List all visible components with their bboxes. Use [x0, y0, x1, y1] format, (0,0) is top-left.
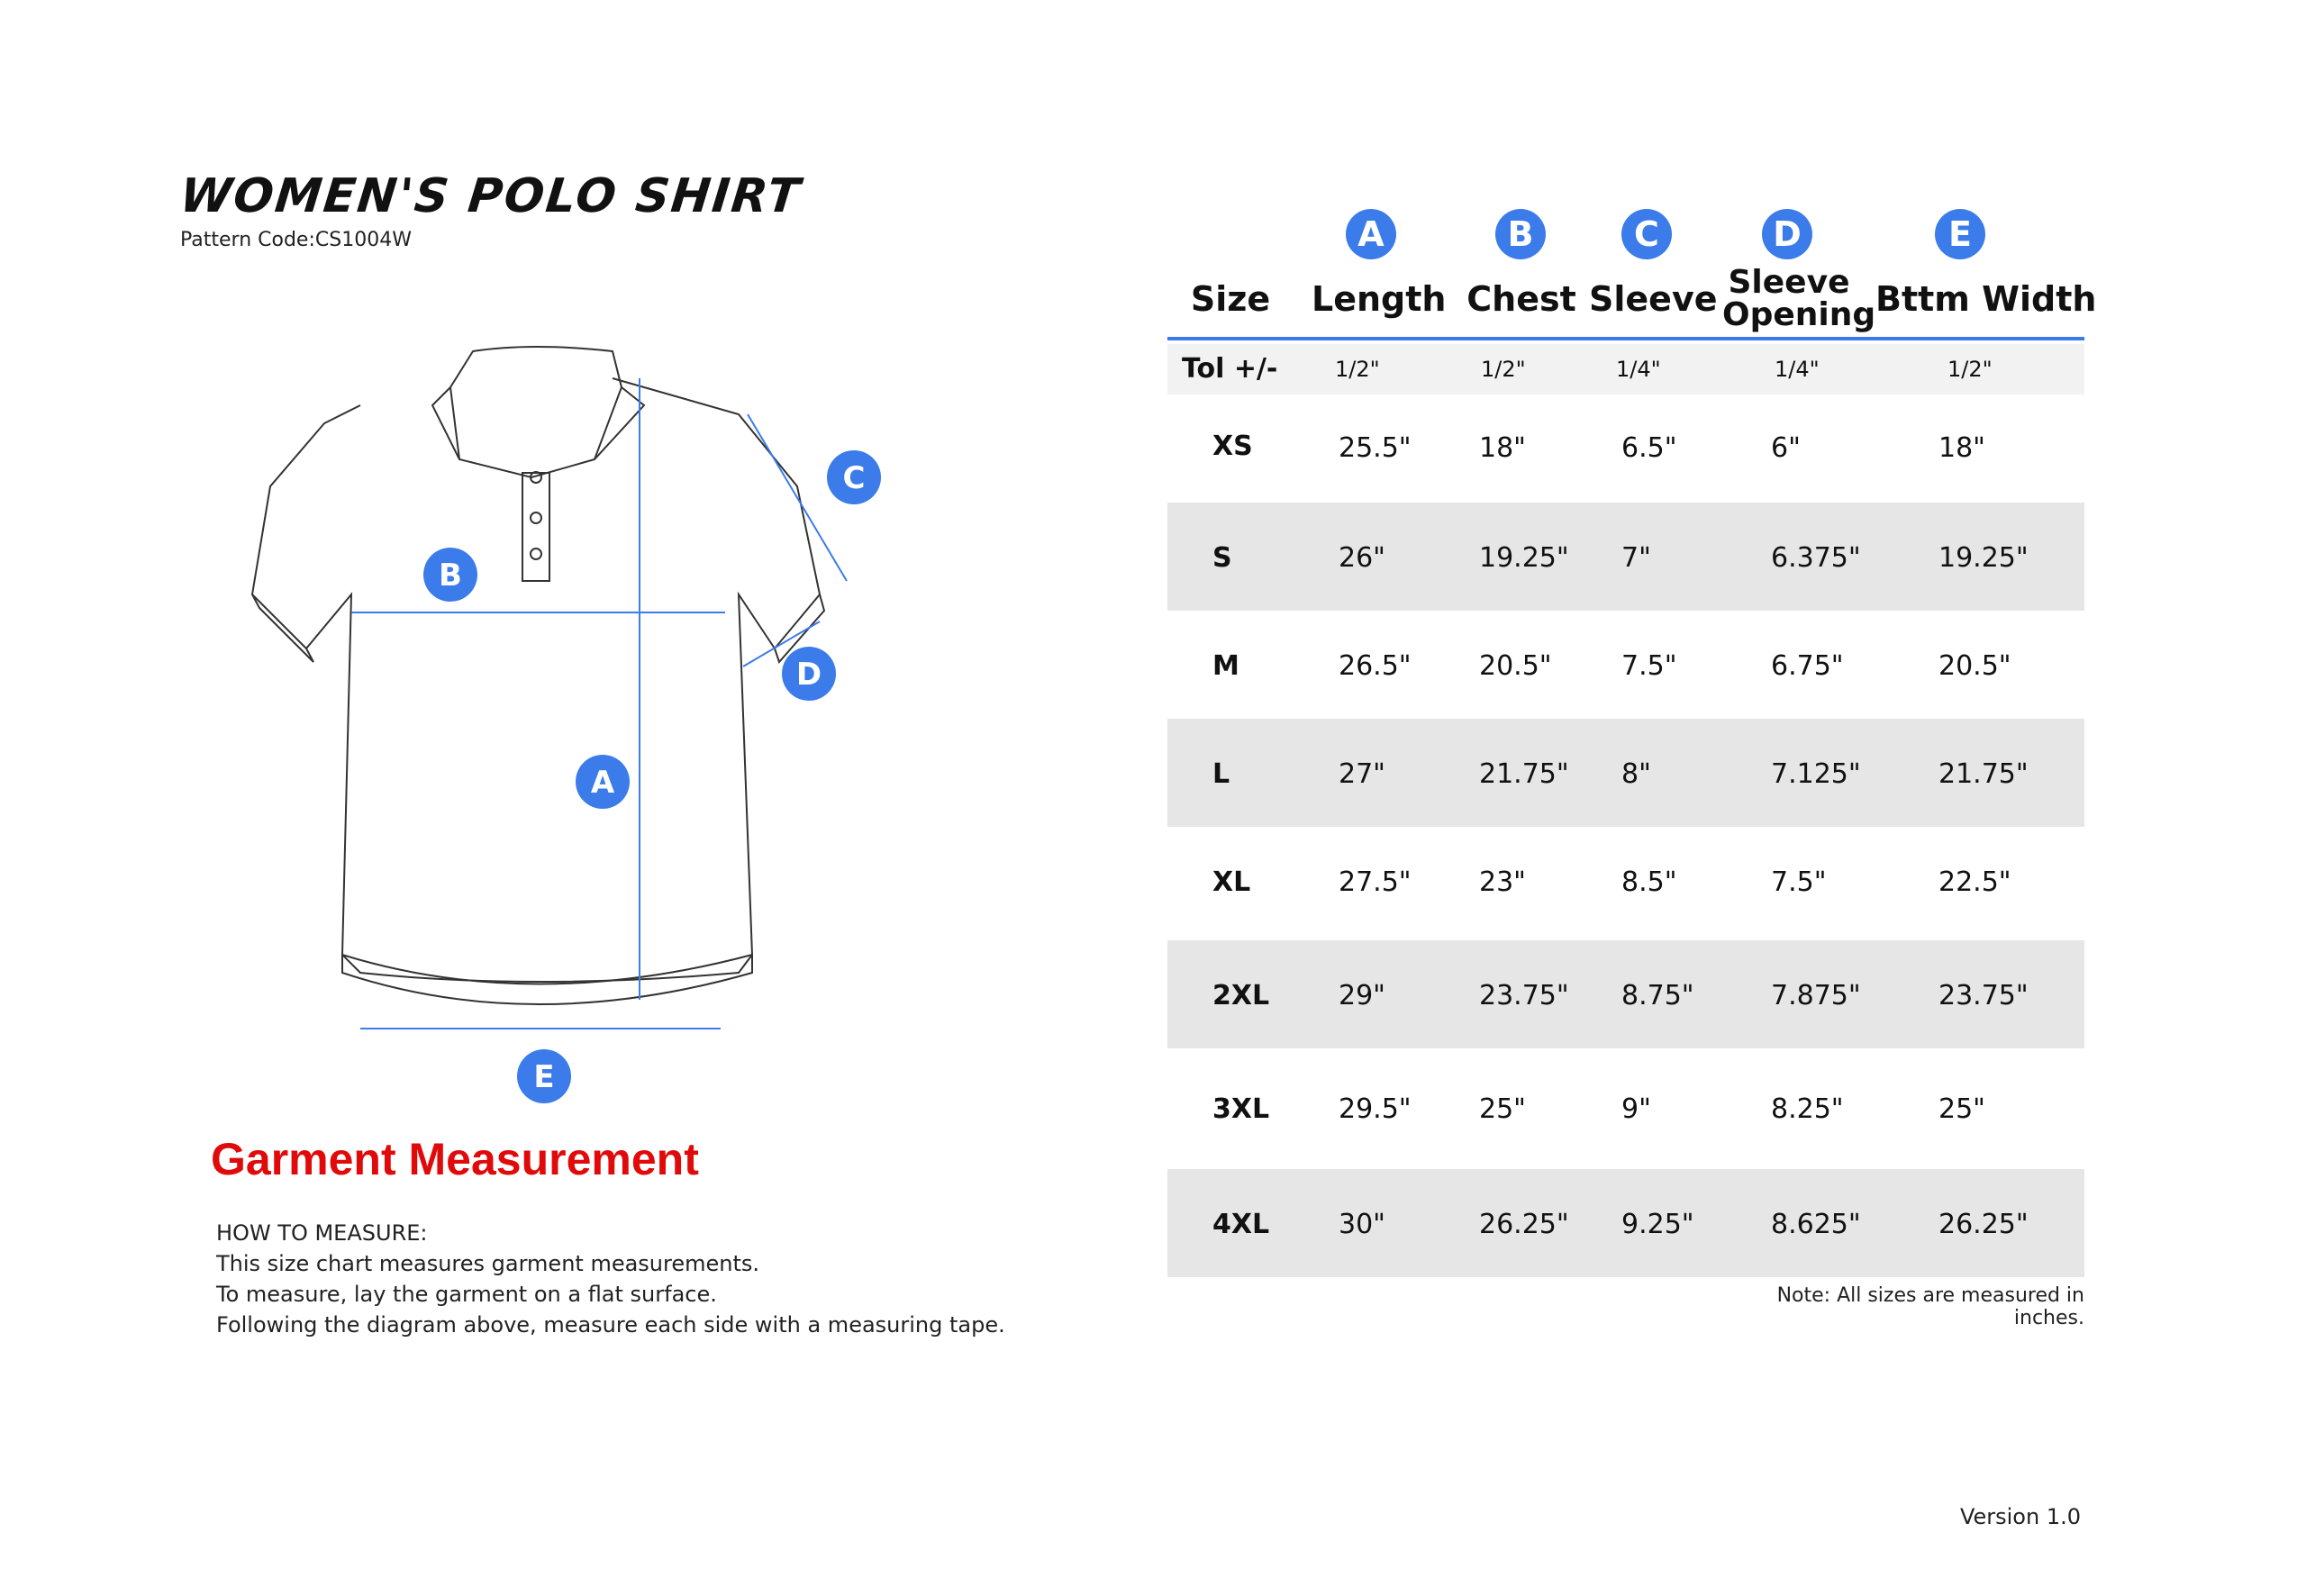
value-cell: 9.25"	[1621, 1209, 1694, 1240]
value-cell: 22.5"	[1938, 866, 2011, 898]
value-cell: 29"	[1339, 980, 1385, 1011]
value-cell: 7.875"	[1771, 980, 1861, 1011]
table-row	[1167, 940, 2084, 1048]
units-note: Note: All sizes are measured in inches.	[1776, 1284, 2084, 1329]
how-to-measure-text	[216, 1218, 1005, 1340]
header-underline	[1167, 337, 2084, 340]
value-cell: 21.75"	[1479, 758, 1569, 790]
marker-c-label: C	[842, 460, 866, 496]
tolerance-label: Tol +/-	[1182, 353, 1278, 385]
pattern-code: Pattern Code:CS1004W	[180, 229, 412, 251]
measurement-lines	[351, 378, 847, 1029]
value-cell: 8"	[1621, 758, 1651, 790]
polo-shirt-diagram	[234, 324, 901, 1117]
howto-line: This size chart measures garment measurements.	[216, 1251, 760, 1276]
table-row	[1167, 611, 2084, 719]
value-cell: 7.5"	[1621, 650, 1677, 682]
table-row	[1167, 503, 2084, 611]
value-cell: 26.25"	[1938, 1209, 2029, 1240]
value-cell: 25.5"	[1339, 432, 1412, 464]
howto-line: To measure, lay the garment on a flat surface.	[216, 1282, 717, 1307]
size-cell: L	[1212, 758, 1230, 790]
value-cell: 20.5"	[1938, 650, 2011, 682]
value-cell: 25"	[1479, 1093, 1526, 1125]
value-cell: 20.5"	[1479, 650, 1552, 682]
tolerance-row	[1167, 344, 2084, 394]
value-cell: 6"	[1771, 432, 1801, 464]
value-cell: 26.5"	[1339, 650, 1412, 682]
badge-d: D	[1762, 209, 1812, 259]
value-cell: 7"	[1621, 542, 1651, 574]
size-chart-table	[1167, 200, 2097, 1281]
value-cell: 18"	[1479, 432, 1526, 464]
value-cell: 6.75"	[1771, 650, 1844, 682]
value-cell: 8.5"	[1621, 866, 1677, 898]
col-header-length: Length	[1312, 279, 1447, 319]
value-cell: 23.75"	[1938, 980, 2029, 1011]
value-cell: 25"	[1938, 1093, 1985, 1125]
howto-line: Following the diagram above, measure each side with a measuring tape.	[216, 1312, 1005, 1338]
marker-d-label: D	[795, 657, 822, 693]
badge-a: A	[1346, 209, 1396, 259]
value-cell: 21.75"	[1938, 758, 2029, 790]
col-header-sleeve-opening-line1: Sleeve	[1728, 264, 1850, 301]
tolerance-cell: 1/4"	[1616, 357, 1661, 382]
tolerance-cell: 1/4"	[1775, 357, 1820, 382]
col-header-chest: Chest	[1466, 279, 1576, 319]
tolerance-cell: 1/2"	[1335, 357, 1380, 382]
table-row	[1167, 827, 2084, 940]
version-label: Version 1.0	[1959, 1504, 2081, 1529]
value-cell: 6.375"	[1771, 542, 1861, 574]
size-cell: 3XL	[1212, 1093, 1270, 1125]
marker-b-label: B	[439, 558, 462, 594]
table-row	[1167, 394, 2084, 503]
size-cell: XS	[1212, 431, 1253, 462]
page-title: WOMEN'S POLO SHIRT	[177, 169, 804, 223]
size-cell: S	[1212, 542, 1232, 574]
col-header-sleeve: Sleeve	[1589, 279, 1718, 319]
value-cell: 7.125"	[1771, 758, 1861, 790]
marker-badges	[423, 450, 881, 1103]
size-cell: 2XL	[1212, 980, 1270, 1011]
marker-a-label: A	[590, 765, 615, 801]
col-header-sleeve-opening-line2: Opening	[1722, 296, 1876, 333]
tolerance-cell: 1/2"	[1947, 357, 1993, 382]
value-cell: 19.25"	[1938, 542, 2029, 574]
value-cell: 29.5"	[1339, 1093, 1412, 1125]
size-cell: XL	[1212, 866, 1251, 898]
value-cell: 26"	[1339, 542, 1385, 574]
size-cell: M	[1212, 650, 1239, 682]
table-row	[1167, 1169, 2084, 1277]
value-cell: 8.75"	[1621, 980, 1694, 1011]
badge-e: E	[1935, 209, 1985, 259]
shirt-outline	[252, 347, 824, 1004]
value-cell: 19.25"	[1479, 542, 1569, 574]
value-cell: 30"	[1339, 1209, 1385, 1240]
col-header-size: Size	[1190, 279, 1271, 319]
value-cell: 18"	[1938, 432, 1985, 464]
table-row	[1167, 1048, 2084, 1169]
value-cell: 23"	[1479, 866, 1526, 898]
value-cell: 23.75"	[1479, 980, 1569, 1011]
value-cell: 27.5"	[1339, 866, 1412, 898]
badge-b: B	[1495, 209, 1546, 259]
col-header-sleeve-opening	[1722, 264, 1876, 333]
badge-c: C	[1621, 209, 1672, 259]
value-cell: 8.625"	[1771, 1209, 1861, 1240]
garment-measurement-heading: Garment Measurement	[211, 1134, 699, 1184]
tolerance-cell: 1/2"	[1481, 357, 1526, 382]
value-cell: 8.25"	[1771, 1093, 1844, 1125]
value-cell: 7.5"	[1771, 866, 1827, 898]
col-header-bttm-width: Bttm Width	[1875, 279, 2097, 319]
howto-line: HOW TO MEASURE:	[216, 1220, 428, 1246]
value-cell: 26.25"	[1479, 1209, 1569, 1240]
marker-e-label: E	[533, 1059, 555, 1095]
table-row	[1167, 719, 2084, 827]
value-cell: 27"	[1339, 758, 1385, 790]
size-cell: 4XL	[1212, 1209, 1270, 1240]
value-cell: 9"	[1621, 1093, 1651, 1125]
value-cell: 6.5"	[1621, 432, 1677, 464]
